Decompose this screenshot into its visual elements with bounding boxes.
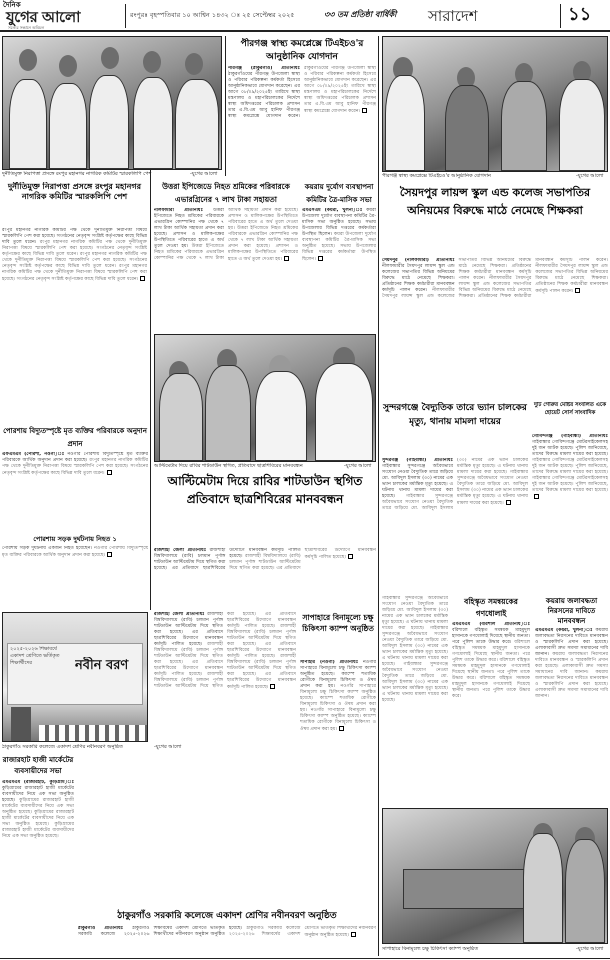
headline[interactable]: ঠাকুরগাঁও সরকারি কলেজে একাদশ শ্রেণির নবীনবরণ অনুষ্ঠিত	[117, 911, 337, 921]
page-number: ১১	[568, 4, 592, 25]
end-mark-icon	[270, 684, 275, 689]
article-body: গোবিন্দগঞ্জ (গাইবান্ধা) প্রতিনিধিঃ গাইবান্ধার গোবিন্দগঞ্জে মোটরসাইকেলসহ দুই জন আটক হয়েছে। পুলিশ জানিয়েছে, তাদের বিরুদ্ধে মামলা দায়ের করা হয়েছে। গাইবান্ধার গোবিন্দগঞ্জে মোটরসাইকেলসহ দুই জন আটক হয়েছে। পুলিশ জানিয়েছে, তাদের বিরুদ্ধে মামলা দায়ের করা হয়েছে। গাইবান্ধার গোবিন্দগঞ্জে মোটরসাইকেলসহ দুই জন আটক হয়েছে। পুলিশ জানিয়েছে, তাদের বিরুদ্ধে মামলা দায়ের করা হয়েছে।	[532, 434, 608, 590]
photo-credit: -যুগের আলো	[190, 171, 218, 177]
headline[interactable]: বহিস্কৃত সমন্বয়কের গণধোলাই	[464, 597, 518, 618]
article-body: ঠাকুরগাঁও প্রতিনিধিঃ ঠাকুরগাঁও সরকারি কলেজে ২০২৫-২০২৬ শিক্ষাবর্ষের একাদশ শ্রেণিতে ভর্তিকৃত শিক্ষার্থীদের নবীনবরণ অনুষ্ঠান অনুষ্ঠিত হয়েছে। ঠাকুরগাঁও সরকারি কলেজে ২০২৫-২০২৬ শিক্ষাবর্ষের একাদশ শ্রেণিতে ভর্তিকৃত শিক্ষার্থীদের নবীনবরণ অনুষ্ঠান অনুষ্ঠিত হয়েছে।	[78, 926, 376, 938]
article-photo[interactable]	[2, 36, 222, 170]
logo-prefix: দৈনিক	[3, 1, 21, 9]
page-bottom-rule	[0, 958, 610, 959]
article-body: পোরশায় সড়ক দুর্ঘটনায় একজন নিহত হয়েছেন। নওগাঁর পোরশায় বিদ্যুতস্পৃষ্টে মৃত ব্যক্তির পরিবারকে আর্থিক অনুদান প্রদান করা হয়েছে।	[2, 546, 148, 558]
article-body: রংপুর মহানগর নাগরিক কমিটির পক্ষ থেকে দুর্নীতিমুক্ত নিরাপত্তা বিষয়ে স্মারকলিপি পেশ করা হয়েছে। সংগঠনের নেতৃবৃন্দ সংশ্লিষ্ট কর্তৃপক্ষের কাছে বিভিন্ন দাবি তুলে ধরেন। রংপুর মহানগর নাগরিক কমিটির পক্ষ থেকে দুর্নীতিমুক্ত নিরাপত্তা বিষয়ে স্মারকলিপি পেশ করা হয়েছে। সংগঠনের নেতৃবৃন্দ সংশ্লিষ্ট কর্তৃপক্ষের কাছে বিভিন্ন দাবি তুলে ধরেন। রংপুর মহানগর নাগরিক কমিটির পক্ষ থেকে দুর্নীতিমুক্ত নিরাপত্তা বিষয়ে স্মারকলিপি পেশ করা হয়েছে। সংগঠনের নেতৃবৃন্দ সংশ্লিষ্ট কর্তৃপক্ষের কাছে বিভিন্ন দাবি তুলে ধরেন। রংপুর মহানগর নাগরিক কমিটির পক্ষ থেকে দুর্নীতিমুক্ত নিরাপত্তা বিষয়ে স্মারকলিপি পেশ করা হয়েছে। সংগঠনের নেতৃবৃন্দ সংশ্লিষ্ট কর্তৃপক্ষের কাছে বিভিন্ন দাবি তুলে ধরেন।	[2, 228, 147, 282]
headline[interactable]: উত্তরা ইপিজেডে নিহত শ্রমিকের পরিবারকে এভারগ্রিনের ৭ লাখ টাকা সহায়তা	[162, 182, 290, 204]
headline[interactable]: দুর্নীতিমুক্ত নিরাপত্তা প্রসঙ্গে রংপুর মহানগর নাগরিক কমিটির স্মারকলিপি পেশ	[7, 182, 141, 201]
photo-credit: -যুগের আলো	[344, 463, 372, 469]
headline[interactable]: পোরশায় বিদ্যুতস্পৃষ্টে মৃত ব্যক্তির পরিবারকে অনুদান প্রদান	[3, 426, 147, 448]
end-mark-icon	[575, 288, 580, 293]
article-photo[interactable]	[382, 36, 608, 172]
article-photo[interactable]	[154, 334, 376, 462]
end-mark-icon	[351, 932, 356, 937]
photo-credit: -যুগের আলো	[154, 744, 182, 750]
dateline: রংপুরঃ বৃহস্পতিবার ১০ আশ্বিন ১৪৩২ ঃ ২৫ সেপ্টেম্বর ২০২৫	[130, 11, 295, 19]
headline[interactable]: কয়রায় জলাবদ্ধতা নিরসনের দাবিতে মানববন্ধন	[545, 596, 598, 625]
headline[interactable]: আল্টিমেটাম দিয়ে রাবির শাটডাউন স্থগিত প্রতিবাদে ছাত্রশিবিরের মানববন্ধন	[167, 474, 363, 506]
end-mark-icon	[506, 500, 511, 505]
masthead-divider	[125, 4, 126, 28]
headline[interactable]: সুন্দরগঞ্জে বৈদ্যুতিক তারে ভ্যান চালকের মৃত্যু, থানায় মামলা দায়ের	[383, 403, 527, 427]
article-body: সুন্দরগঞ্জ (গাইবান্ধা) প্রতিনিধিঃ গাইবান্ধার সুন্দরগঞ্জে অবৈধভাবে সংযোগ নেওয়া বৈদ্যুতিক তারে জড়িয়ে মো. আবিদুল ইসলাম (৩০) নামের এক ভ্যান চালকের মর্মান্তিক মৃত্যু হয়েছে। এ ঘটনায় থানায় মামলা দায়ের করা হয়েছে। গাইবান্ধার সুন্দরগঞ্জে অবৈধভাবে সংযোগ নেওয়া বৈদ্যুতিক তারে জড়িয়ে মো. আবিদুল ইসলাম (৩০) নামের এক ভ্যান চালকের মর্মান্তিক মৃত্যু হয়েছে। এ ঘটনায় থানায় মামলা দায়ের করা হয়েছে। গাইবান্ধার সুন্দরগঞ্জে অবৈধভাবে সংযোগ নেওয়া বৈদ্যুতিক তারে জড়িয়ে মো. আবিদুল ইসলাম (৩০) নামের এক ভ্যান চালকের মর্মান্তিক মৃত্যু হয়েছে। এ ঘটনায় থানায় মামলা দায়ের করা হয়েছে।	[382, 458, 528, 511]
end-mark-icon	[107, 470, 112, 475]
article-body: এমএমএম (কয়রা, খুলনা)ঃ কয়রায় জলাবদ্ধতা নিরসনের দাবিতে মানববন্ধন ও স্মারকলিপি প্রদান করা হয়েছে। এলাকাবাসী দ্রুত সমস্যা সমাধানের দাবি জানান। কয়রায় জলাবদ্ধতা নিরসনের দাবিতে মানববন্ধন ও স্মারকলিপি প্রদান করা হয়েছে। এলাকাবাসী দ্রুত সমস্যা সমাধানের দাবি জানান। কয়রায় জলাবদ্ধতা নিরসনের দাবিতে মানববন্ধন ও স্মারকলিপি প্রদান করা হয়েছে। এলাকাবাসী দ্রুত সমস্যা সমাধানের দাবি জানান।	[535, 628, 608, 699]
end-mark-icon	[348, 554, 353, 559]
headline[interactable]: পোরশায় সড়ক দুর্ঘটনায় নিহত ১	[33, 535, 117, 543]
article-photo[interactable]	[382, 808, 608, 944]
headline[interactable]: সাপাহারে বিনামূল্যে চক্ষু চিকিৎসা ক্যাম্প অনুষ্ঠিত	[302, 613, 374, 633]
article-photo[interactable]	[2, 612, 148, 742]
newspaper-logo[interactable]: যুগের আলো	[6, 8, 81, 26]
article-body: নীলফামারী প্রতিনিধিঃ উত্তরা ইপিজেডে নিহত শ্রমিকের পরিবারকে এভারগ্রিন কোম্পানির পক্ষ থেকে ৭ লাখ টাকা আর্থিক সহায়তা প্রদান করা হয়েছে। প্রশাসন ও মালিকপক্ষের উপস্থিতিতে পরিবারের হাতে এ অর্থ তুলে দেওয়া হয়। উত্তরা ইপিজেডে নিহত শ্রমিকের পরিবারকে এভারগ্রিন কোম্পানির পক্ষ থেকে ৭ লাখ টাকা আর্থিক সহায়তা প্রদান করা হয়েছে। প্রশাসন ও মালিকপক্ষের উপস্থিতিতে পরিবারের হাতে এ অর্থ তুলে দেওয়া হয়। উত্তরা ইপিজেডে নিহত শ্রমিকের পরিবারকে এভারগ্রিন কোম্পানির পক্ষ থেকে ৭ লাখ টাকা আর্থিক সহায়তা প্রদান করা হয়েছে। প্রশাসন ও মালিকপক্ষের উপস্থিতিতে পরিবারের হাতে এ অর্থ তুলে দেওয়া হয়।	[154, 208, 298, 262]
column-rule	[150, 170, 151, 610]
end-mark-icon	[284, 256, 289, 261]
headline[interactable]: কয়রায় দুর্যোগ ব্যবস্থাপনা কমিটির ত্রৈ-মাসিক সভা	[304, 182, 374, 204]
headline[interactable]: রাজারহাট হাজী মার্কেটের ব্যবসায়ীদের সভা	[2, 755, 74, 775]
photo-caption: পীরগঞ্জ স্বাস্থ্য কমপ্লেক্সে টিএইচও'র আনুষ্ঠানিক যোগদান	[382, 173, 491, 179]
headline[interactable]: সৈয়দপুর লায়ন্স স্কুল এন্ড কলেজ সভাপতির অনিয়মের বিরুদ্ধে মাঠে নেমেছে শিক্ষকরা	[399, 186, 591, 217]
photo-caption: সাপাহারে বিনামূল্যে চক্ষু চিকিৎসা ক্যাম্প অনুষ্ঠিত	[382, 946, 479, 952]
logo-tagline: সত্যের সন্ধানে অবিচল	[8, 25, 45, 30]
end-mark-icon	[362, 108, 367, 113]
photo-caption: দুর্নীতিমুক্ত নিরাপত্তা প্রসঙ্গে রংপুর মহানগর নাগরিক কমিটির স্মারকলিপি পেশ	[2, 171, 152, 177]
anniversary-badge: ৩৩ তম প্রতিষ্ঠা বার্ষিকী	[324, 10, 397, 19]
end-mark-icon	[339, 726, 344, 731]
article-body: সাপাহার (নওগাঁ) প্রতিনিধিঃ নওগাঁর সাপাহারে বিনামূল্যে চক্ষু চিকিৎসা ক্যাম্প অনুষ্ঠিত হয়েছে। ক্যাম্পে শতাধিক রোগীকে বিনামূল্যে চিকিৎসা ও ঔষধ প্রদান করা হয়। নওগাঁর সাপাহারে বিনামূল্যে চক্ষু চিকিৎসা ক্যাম্প অনুষ্ঠিত হয়েছে। ক্যাম্পে শতাধিক রোগীকে বিনামূল্যে চিকিৎসা ও ঔষধ প্রদান করা হয়। নওগাঁর সাপাহারে বিনামূল্যে চক্ষু চিকিৎসা ক্যাম্প অনুষ্ঠিত হয়েছে। ক্যাম্পে শতাধিক রোগীকে বিনামূল্যে চিকিৎসা ও ঔষধ প্রদান করা হয়।	[300, 660, 376, 732]
headline[interactable]: দুটি গোরুর মোষ্টর সংবলিত একে হোয়েট সোর্স সাংবাদিক	[533, 402, 607, 416]
article-body: রাজশাহী জেলা প্রতিনিধিঃ রাজশাহী বিশ্ববিদ্যালয়ে (রাবি) চলমান পূর্ণাঙ্গ শাটডাউন আল্টিমেটাম দিয়ে স্থগিত করা হয়েছে। এর প্রতিবাদে ছাত্রশিবিরের উদ্যোগে মানববন্ধন কর্মসূচি পালিত হয়েছে। রাজশাহী বিশ্ববিদ্যালয়ে (রাবি) চলমান পূর্ণাঙ্গ শাটডাউন আল্টিমেটাম দিয়ে স্থগিত করা হয়েছে। এর প্রতিবাদে ছাত্রশিবিরের উদ্যোগে মানববন্ধন কর্মসূচি পালিত হয়েছে।	[154, 548, 376, 571]
end-mark-icon	[318, 256, 323, 261]
column-rule	[225, 36, 226, 176]
photo-credit: -যুগের আলো	[576, 173, 604, 179]
article-body: সৈয়দপুর (নীলফামারী) প্রতিনিধিঃ নীলফামারীর সৈয়দপুর লায়ন্স স্কুল এন্ড কলেজের সভাপতির বিভিন্ন অনিয়মের বিরুদ্ধে মাঠে নেমেছে শিক্ষকরা। প্রতিষ্ঠানের শিক্ষক কর্মচারীরা মানববন্ধন কর্মসূচি পালন করেন। নীলফামারীর সৈয়দপুর লায়ন্স স্কুল এন্ড কলেজের সভাপতির বিভিন্ন অনিয়মের বিরুদ্ধে মাঠে নেমেছে শিক্ষকরা। প্রতিষ্ঠানের শিক্ষক কর্মচারীরা মানববন্ধন কর্মসূচি পালন করেন। নীলফামারীর সৈয়দপুর লায়ন্স স্কুল এন্ড কলেজের সভাপতির বিভিন্ন অনিয়মের বিরুদ্ধে মাঠে নেমেছে শিক্ষকরা। প্রতিষ্ঠানের শিক্ষক কর্মচারীরা মানববন্ধন কর্মসূচি পালন করেন। নীলফামারীর সৈয়দপুর লায়ন্স স্কুল এন্ড কলেজের সভাপতির বিভিন্ন অনিয়মের বিরুদ্ধে মাঠে নেমেছে শিক্ষকরা। প্রতিষ্ঠানের শিক্ষক কর্মচারীরা মানববন্ধন কর্মসূচি পালন করেন।	[382, 258, 608, 299]
masthead-divider	[560, 4, 561, 28]
article-body: গাইবান্ধার সুন্দরগঞ্জে অবৈধভাবে সংযোগ নেওয়া বৈদ্যুতিক তারে জড়িয়ে মো. আবিদুল ইসলাম (৩০) নামের এক ভ্যান চালকের মর্মান্তিক মৃত্যু হয়েছে। এ ঘটনায় থানায় মামলা দায়ের করা হয়েছে। গাইবান্ধার সুন্দরগঞ্জে অবৈধভাবে সংযোগ নেওয়া বৈদ্যুতিক তারে জড়িয়ে মো. আবিদুল ইসলাম (৩০) নামের এক ভ্যান চালকের মর্মান্তিক মৃত্যু হয়েছে। এ ঘটনায় থানায় মামলা দায়ের করা হয়েছে। গাইবান্ধার সুন্দরগঞ্জে অবৈধভাবে সংযোগ নেওয়া বৈদ্যুতিক তারে জড়িয়ে মো. আবিদুল ইসলাম (৩০) নামের এক ভ্যান চালকের মর্মান্তিক মৃত্যু হয়েছে। এ ঘটনায় থানায় মামলা দায়ের করা হয়েছে।	[382, 596, 448, 703]
column-rule	[378, 36, 379, 956]
end-mark-icon	[534, 494, 539, 499]
end-mark-icon	[140, 276, 145, 281]
photo-caption: ঠাকুরগাঁও সরকারি কলেজে একাদশ শ্রেণির নবীনবরণ অনুষ্ঠিত	[2, 744, 123, 750]
photo-caption: আল্টিমেটাম দিয়ে রাবির শাটডাউন স্থগিত, প্রতিবাদে ছাত্রশিবিরের মানববন্ধন	[154, 463, 303, 469]
article-body: রাজশাহী জেলা প্রতিনিধিঃ রাজশাহী বিশ্ববিদ্যালয়ে (রাবি) চলমান পূর্ণাঙ্গ শাটডাউন আল্টিমেটাম দিয়ে স্থগিত করা হয়েছে। এর প্রতিবাদে ছাত্রশিবিরের উদ্যোগে মানববন্ধন কর্মসূচি পালিত হয়েছে। রাজশাহী বিশ্ববিদ্যালয়ে (রাবি) চলমান পূর্ণাঙ্গ শাটডাউন আল্টিমেটাম দিয়ে স্থগিত করা হয়েছে। এর প্রতিবাদে ছাত্রশিবিরের উদ্যোগে মানববন্ধন কর্মসূচি পালিত হয়েছে। রাজশাহী বিশ্ববিদ্যালয়ে (রাবি) চলমান পূর্ণাঙ্গ শাটডাউন আল্টিমেটাম দিয়ে স্থগিত করা হয়েছে। এর প্রতিবাদে ছাত্রশিবিরের উদ্যোগে মানববন্ধন কর্মসূচি পালিত হয়েছে। রাজশাহী বিশ্ববিদ্যালয়ে (রাবি) চলমান পূর্ণাঙ্গ শাটডাউন আল্টিমেটাম দিয়ে স্থগিত করা হয়েছে। এর প্রতিবাদে ছাত্রশিবিরের উদ্যোগে মানববন্ধন কর্মসূচি পালিত হয়েছে। রাজশাহী বিশ্ববিদ্যালয়ে (রাবি) চলমান পূর্ণাঙ্গ শাটডাউন আল্টিমেটাম দিয়ে স্থগিত করা হয়েছে। এর প্রতিবাদে ছাত্রশিবিরের উদ্যোগে মানববন্ধন কর্মসূচি পালিত হয়েছে।	[154, 612, 296, 690]
end-mark-icon	[107, 552, 112, 557]
headline[interactable]: পীরগঞ্জ স্বাস্থ্য কমপ্লেক্সে টিএইচও'র আনুষ্ঠানিক যোগদান	[240, 39, 364, 62]
section-title: সারাদেশ	[428, 7, 478, 25]
banner-title: নবীন বরণ	[75, 658, 129, 673]
photo-credit: -যুগের আলো	[576, 946, 604, 952]
article-body: এমএমএম (রাজারহাট, কুড়িগ্রাম)ঃ কুড়িগ্রামের রাজারহাট হাজী মার্কেটের ব্যবসায়ীদের নিয়ে এক সভা অনুষ্ঠিত হয়েছে। কুড়িগ্রামের রাজারহাট হাজী মার্কেটের ব্যবসায়ীদের নিয়ে এক সভা অনুষ্ঠিত হয়েছে। কুড়িগ্রামের রাজারহাট হাজী মার্কেটের ব্যবসায়ীদের নিয়ে এক সভা অনুষ্ঠিত হয়েছে। কুড়িগ্রামের রাজারহাট হাজী মার্কেটের ব্যবসায়ীদের নিয়ে এক সভা অনুষ্ঠিত হয়েছে।	[2, 780, 74, 839]
article-body: এমএমএম (বরিশাল প্রতিনিধি)ঃ বরিশালে বহিস্কৃত সমন্বয়ক মাহমুদুল হাসানকে গণধোলাই দিয়েছে স্থানীয় জনতা। পরে পুলিশ তাকে উদ্ধার করে। বরিশালে বহিস্কৃত সমন্বয়ক মাহমুদুল হাসানকে গণধোলাই দিয়েছে স্থানীয় জনতা। পরে পুলিশ তাকে উদ্ধার করে। বরিশালে বহিস্কৃত সমন্বয়ক মাহমুদুল হাসানকে গণধোলাই দিয়েছে স্থানীয় জনতা। পরে পুলিশ তাকে উদ্ধার করে। বরিশালে বহিস্কৃত সমন্বয়ক মাহমুদুল হাসানকে গণধোলাই দিয়েছে স্থানীয় জনতা। পরে পুলিশ তাকে উদ্ধার করে।	[452, 622, 530, 699]
masthead	[0, 0, 610, 32]
article-body: এমএসএম (কয়রা, খুলনা)ঃ কয়রা উপজেলা দুর্যোগ ব্যবস্থাপনা কমিটির ত্রৈ-মাসিক সভা অনুষ্ঠিত হয়েছে। সভায় উপজেলার বিভিন্ন দপ্তরের কর্মকর্তারা উপস্থিত ছিলেন। কয়রা উপজেলা দুর্যোগ ব্যবস্থাপনা কমিটির ত্রৈ-মাসিক সভা অনুষ্ঠিত হয়েছে। সভায় উপজেলার বিভিন্ন দপ্তরের কর্মকর্তারা উপস্থিত ছিলেন।	[302, 208, 376, 262]
article-body: পীরগঞ্জ (ঠাকুরগাঁও) প্রতিনিধিঃ ঠাকুরগাঁওয়ের পীরগঞ্জ উপজেলা স্বাস্থ্য ও পরিবার পরিকল্পনা কর্মকর্তা হিসেবে আনুষ্ঠানিকভাবে যোগদান করেছেন। এর আগে ০৮/০৯/২০২৫ইং তারিখে স্বাস্থ্য মন্ত্রণালয় ও মহাপরিচালকের নির্দেশে স্বাস্থ্য অধিদপ্তরের পরিচালক প্রশাসন তার এ.বি.এম আবু হানিফ পীরগঞ্জ স্বাস্থ্য কমপ্লেক্সে যোগদান করেন। ঠাকুরগাঁওয়ের পীরগঞ্জ উপজেলা স্বাস্থ্য ও পরিবার পরিকল্পনা কর্মকর্তা হিসেবে আনুষ্ঠানিকভাবে যোগদান করেছেন। এর আগে ০৮/০৯/২০২৫ইং তারিখে স্বাস্থ্য মন্ত্রণালয় ও মহাপরিচালকের নির্দেশে স্বাস্থ্য অধিদপ্তরের পরিচালক প্রশাসন তার এ.বি.এম আবু হানিফ পীরগঞ্জ স্বাস্থ্য কমপ্লেক্সে যোগদান করেন।	[228, 66, 376, 119]
banner-subtitle: ২০২৫-২০২৬ শিক্ষাবর্ষে একাদশ শ্রেণিতে ভর্তিকৃত শিক্ষার্থীদের	[10, 646, 60, 666]
article-body: এফএমএম (পোরশা, নওগাঁ)ঃ নওগাঁর পোরশায় বিদ্যুতস্পৃষ্টে মৃত ব্যক্তির পরিবারকে আর্থিক অনুদান প্রদান করা হয়েছে। রংপুর মহানগর নাগরিক কমিটির পক্ষ থেকে দুর্নীতিমুক্ত নিরাপত্তা বিষয়ে স্মারকলিপি পেশ করা হয়েছে। সংগঠনের নেতৃবৃন্দ সংশ্লিষ্ট কর্তৃপক্ষের কাছে বিভিন্ন দাবি তুলে ধরেন।	[2, 452, 148, 476]
